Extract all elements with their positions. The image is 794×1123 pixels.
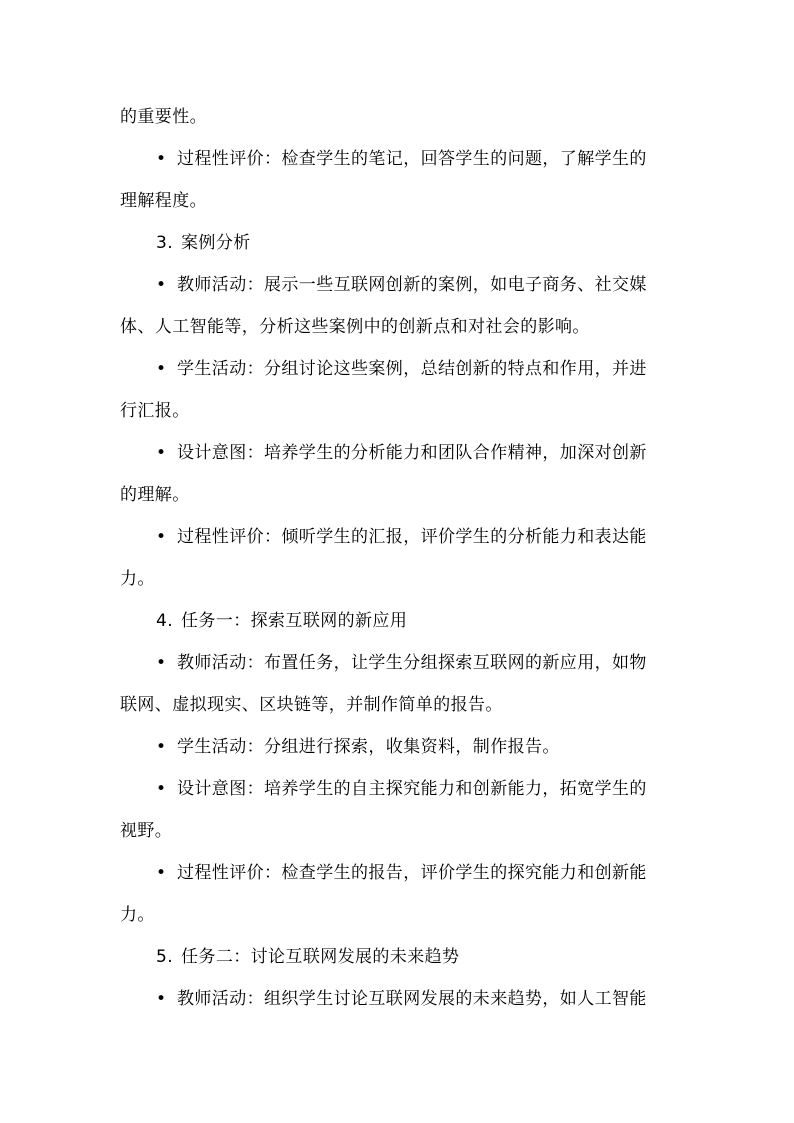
paragraph-line <box>120 180 676 222</box>
bullet-icon: • <box>156 275 167 295</box>
line-text: 力。 <box>120 905 155 925</box>
numbered-heading <box>120 600 676 642</box>
heading-number: 3. <box>156 233 174 253</box>
bullet-item <box>120 852 676 894</box>
line-text: 行汇报。 <box>120 401 190 421</box>
line-text: 学生活动：分组讨论这些案例，总结创新的特点和作用，并进 <box>177 359 647 379</box>
bullet-icon: • <box>156 443 167 463</box>
heading-text: 任务二：讨论互联网发展的未来趋势 <box>181 947 460 967</box>
bullet-icon: • <box>156 863 167 883</box>
line-text: 的理解。 <box>120 485 190 505</box>
paragraph-line <box>120 810 676 852</box>
bullet-item <box>120 516 676 558</box>
bullet-icon: • <box>156 779 167 799</box>
line-text: 理解程度。 <box>120 191 207 211</box>
paragraph-line <box>120 96 676 138</box>
heading-text: 案例分析 <box>181 233 251 253</box>
line-text: 过程性评价：检查学生的笔记，回答学生的问题，了解学生的 <box>177 149 647 169</box>
line-text: 的重要性。 <box>120 107 207 127</box>
bullet-item <box>120 264 676 306</box>
bullet-item <box>120 348 676 390</box>
line-text: 联网、虚拟现实、区块链等，并制作简单的报告。 <box>120 695 503 715</box>
bullet-item <box>120 978 676 1020</box>
paragraph-line <box>120 894 676 936</box>
bullet-item <box>120 642 676 684</box>
paragraph-line <box>120 558 676 600</box>
heading-text: 任务一：探索互联网的新应用 <box>181 611 408 631</box>
paragraph-line <box>120 390 676 432</box>
bullet-icon: • <box>156 989 167 1009</box>
numbered-heading <box>120 936 676 978</box>
line-text: 视野。 <box>120 821 173 841</box>
paragraph-line <box>120 306 676 348</box>
line-text: 设计意图：培养学生的分析能力和团队合作精神，加深对创新 <box>177 443 647 463</box>
line-text: 教师活动：组织学生讨论互联网发展的未来趋势，如人工智能 <box>177 989 647 1009</box>
line-text: 教师活动：布置任务，让学生分组探索互联网的新应用，如物 <box>177 653 647 673</box>
bullet-item <box>120 768 676 810</box>
line-text: 教师活动：展示一些互联网创新的案例，如电子商务、社交媒 <box>177 275 647 295</box>
paragraph-line <box>120 474 676 516</box>
bullet-item <box>120 432 676 474</box>
bullet-item <box>120 138 676 180</box>
paragraph-line <box>120 684 676 726</box>
line-text: 体、人工智能等，分析这些案例中的创新点和对社会的影响。 <box>120 317 590 337</box>
line-text: 力。 <box>120 569 155 589</box>
line-text: 过程性评价：倾听学生的汇报，评价学生的分析能力和表达能 <box>177 527 647 547</box>
heading-number: 5. <box>156 947 174 967</box>
bullet-icon: • <box>156 359 167 379</box>
line-text: 过程性评价：检查学生的报告，评价学生的探究能力和创新能 <box>177 863 647 883</box>
numbered-heading <box>120 222 676 264</box>
bullet-icon: • <box>156 527 167 547</box>
bullet-icon: • <box>156 737 167 757</box>
line-text: 学生活动：分组进行探索，收集资料，制作报告。 <box>177 737 560 757</box>
document-body <box>120 96 676 1020</box>
line-text: 设计意图：培养学生的自主探究能力和创新能力，拓宽学生的 <box>177 779 647 799</box>
heading-number: 4. <box>156 611 174 631</box>
bullet-icon: • <box>156 149 167 169</box>
bullet-item <box>120 726 676 768</box>
bullet-icon: • <box>156 653 167 673</box>
